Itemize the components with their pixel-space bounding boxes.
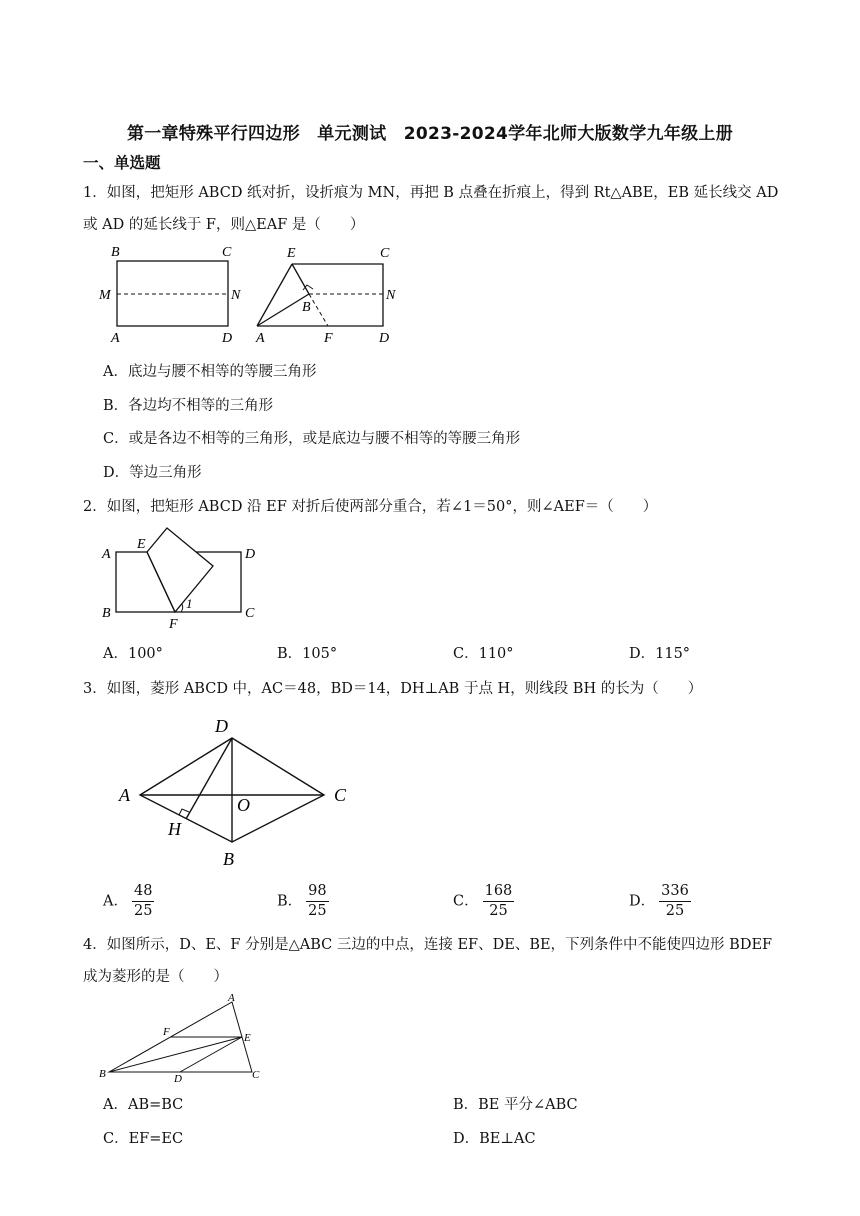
label-D: D (174, 1073, 182, 1082)
fraction (659, 882, 691, 921)
label-A: A (256, 331, 265, 346)
numerator: 336 (659, 882, 691, 902)
numerator: 98 (306, 882, 328, 902)
q4-stem-line1: 4．如图所示，D、E、F 分别是△ABC 三边的中点，连接 EF、DE、BE，下列条件中不能使四边形 BDEF (83, 937, 773, 953)
q2-option-c[interactable]: C．110° (453, 646, 514, 662)
q4-option-a[interactable]: A．AB=BC (103, 1097, 184, 1113)
label-C: C (334, 785, 347, 805)
label-O: O (237, 795, 250, 815)
q3-figure-rhombus (105, 708, 365, 873)
label-D: D (222, 331, 233, 346)
q4-option-d[interactable]: D．BE⊥AC (453, 1131, 536, 1147)
q1-option-b[interactable]: B．各边均不相等的三角形 (103, 398, 274, 414)
q1-option-c[interactable]: C．或是各边不相等的三角形，或是底边与腰不相等的等腰三角形 (103, 431, 521, 447)
q3-stem: 3．如图，菱形 ABCD 中，AC＝48，BD＝14，DH⊥AB 于点 H，则线段 BH 的长为（ ） (83, 681, 703, 697)
q4-option-c[interactable]: C．EF=EC (103, 1131, 184, 1147)
label-B: B (102, 606, 111, 621)
label-C: C (252, 1069, 260, 1081)
q1-figure-folded (250, 240, 410, 348)
label-N: N (231, 288, 241, 303)
label-A: A (102, 547, 111, 562)
label-D: D (215, 716, 228, 736)
q1-figure-rectangle (95, 240, 245, 348)
label-C: C (222, 245, 232, 260)
q2-figure (95, 522, 275, 632)
label-F: F (324, 331, 333, 346)
denominator: 25 (489, 903, 508, 919)
fraction (483, 882, 515, 921)
q3-option-c[interactable] (453, 882, 514, 921)
label-F: F (163, 1026, 170, 1038)
label-B: B (99, 1068, 106, 1080)
label-D: D (245, 547, 256, 562)
q4-figure-triangle (95, 990, 270, 1082)
label-A: A (228, 992, 235, 1004)
label-B: B (302, 300, 311, 315)
label-M: M (99, 288, 111, 303)
denominator: 25 (308, 903, 327, 919)
label-A: A (111, 331, 120, 346)
label-N: N (386, 288, 396, 303)
numerator: 48 (132, 882, 154, 902)
q1-option-a[interactable]: A．底边与腰不相等的等腰三角形 (103, 364, 317, 380)
label-A: A (119, 785, 130, 805)
q2-option-b[interactable]: B．105° (277, 646, 338, 662)
label-F: F (169, 617, 178, 632)
denominator: 25 (133, 903, 153, 919)
label-C: C (380, 246, 390, 261)
q3-option-d[interactable] (629, 882, 691, 921)
option-letter: C． (453, 893, 479, 910)
numerator: 168 (483, 882, 515, 902)
label-B: B (223, 849, 234, 869)
label-B: B (111, 245, 120, 260)
denominator: 25 (665, 903, 685, 919)
q1-stem-line1: 1．如图，把矩形 ABCD 纸对折，设折痕为 MN，再把 B 点叠在折痕上，得到 Rt△ABE，EB 延长线交 AD (83, 185, 779, 201)
q3-option-b[interactable] (277, 882, 329, 921)
option-letter: B． (277, 893, 303, 910)
label-D: D (379, 331, 390, 346)
label-H: H (168, 819, 181, 839)
q3-option-a[interactable] (103, 882, 154, 921)
q2-option-a[interactable]: A．100° (103, 646, 163, 662)
q1-stem-line2: 或 AD 的延长线于 F，则△EAF 是（ ） (83, 217, 365, 233)
q2-stem: 2．如图，把矩形 ABCD 沿 EF 对折后使两部分重合，若∠1＝50°，则∠AEF＝（ ） (83, 499, 658, 515)
label-E: E (244, 1032, 251, 1044)
label-E: E (137, 537, 146, 552)
label-E: E (287, 246, 296, 261)
q1-option-d[interactable]: D．等边三角形 (103, 465, 202, 481)
section-heading: 一、单选题 (83, 154, 161, 172)
label-C: C (245, 606, 255, 621)
fraction (306, 882, 328, 921)
angle-1-label: 1 (186, 596, 193, 611)
q4-stem-line2: 成为菱形的是（ ） (83, 969, 228, 985)
option-letter: D． (629, 893, 656, 910)
q4-option-b[interactable]: B．BE 平分∠ABC (453, 1097, 578, 1113)
q2-option-d[interactable]: D．115° (629, 646, 691, 662)
fraction (132, 882, 154, 921)
page-title: 第一章特殊平行四边形 单元测试 2023-2024学年北师大版数学九年级上册 (126, 124, 734, 144)
option-letter: A． (103, 893, 128, 910)
